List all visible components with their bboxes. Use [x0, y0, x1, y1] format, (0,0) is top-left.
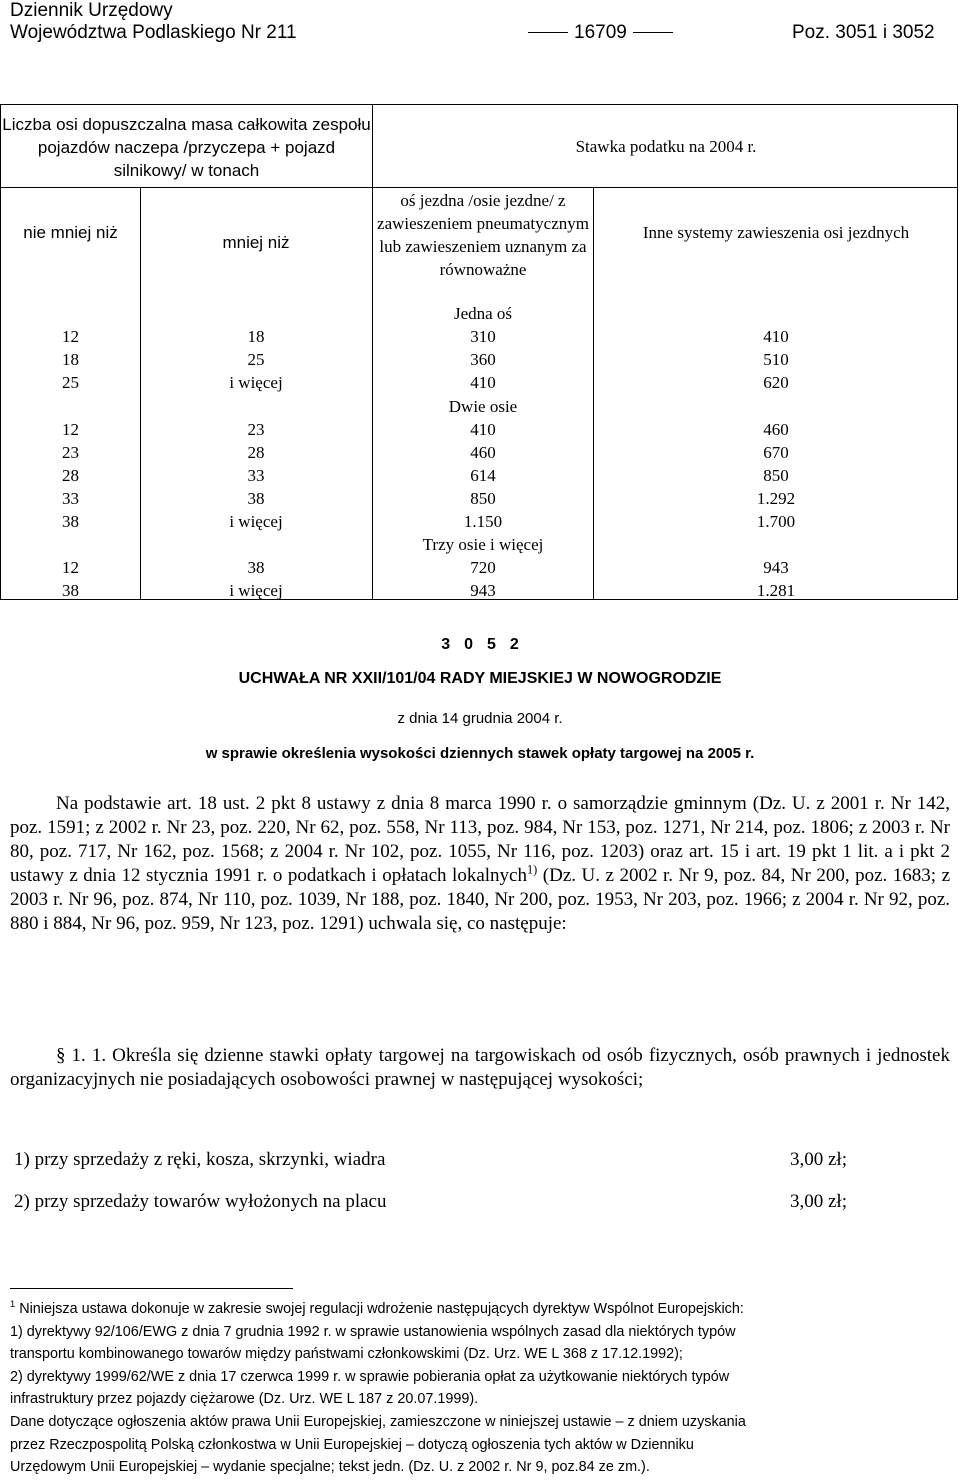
table-cell: 38: [62, 581, 79, 600]
col-max-section-1: [140, 418, 372, 533]
resolution-number: 3052: [441, 636, 533, 653]
table-cell: 460: [470, 443, 496, 462]
col-max-section-2: [140, 556, 372, 602]
table-cell: 38: [247, 489, 265, 508]
footnote-line: 2) dyrektywy 1999/62/WE z dnia 17 czerwca 1999 r. w sprawie pobierania opłat za użytkowanie niektórych typów: [10, 1368, 730, 1385]
footnote-line: przez Rzeczpospolitą Polską członkostwa w Unii Europejskiej – dotyczą ogłoszenia tych aktów w Dzienniku: [10, 1436, 694, 1453]
table-header-group: Liczba osi dopuszczalna masa całkowita zespołu pojazdów naczepa /przyczepa + pojazd silnikowy/ w tonach: [2, 115, 371, 180]
table-cell: 670: [763, 443, 789, 462]
column-header-other-suspension: Inne systemy zawieszenia osi jezdnych: [642, 223, 910, 242]
column-header-min: nie mniej niż: [23, 223, 118, 242]
table-cell: 18: [247, 327, 265, 346]
table-cell: i więcej: [229, 512, 283, 531]
col-other-section-0: [594, 325, 958, 394]
resolution-date: z dnia 14 grudnia 2004 r.: [397, 710, 563, 727]
table-cell: 620: [763, 373, 789, 392]
fee-item-amount: 3,00 zł;: [790, 1191, 847, 1212]
footnote: [10, 1298, 950, 1479]
table-cell: 25: [62, 373, 79, 392]
col-other-section-2: [594, 556, 958, 602]
table-cell: 28: [247, 443, 265, 462]
column-header-air-suspension: oś jezdna /osie jezdne/ z zawieszeniem pneumatycznym lub zawieszeniem uznanym za równoważne: [377, 191, 589, 279]
table-cell: 360: [470, 350, 496, 369]
legal-basis-paragraph: [10, 792, 950, 936]
footnote-line: 1) dyrektywy 92/106/EWG z dnia 7 grudnia 1992 r. w sprawie ustanowienia wspólnych zasad dla niektórych typów: [10, 1323, 736, 1340]
footnote-mark: 1: [10, 1299, 16, 1310]
col-air-section-1: [373, 418, 593, 533]
table-cell: 1.281: [756, 581, 796, 600]
table-cell: 720: [470, 558, 496, 577]
table-cell: 23: [62, 443, 79, 462]
footnote-line: $^1$ Niniejsza ustawa dokonuje w zakresie swojej regulacji wdrożenie następujących dyrektyw Wspólnot Europejskich:: [10, 1299, 744, 1317]
table-cell: 850: [763, 466, 789, 485]
page-number-value: 16709: [574, 22, 627, 43]
table-cell: 12: [62, 558, 79, 577]
section-1-paragraph: [10, 1044, 950, 1092]
table-cell: 33: [62, 489, 79, 508]
journal-title: Dziennik Urzędowy: [10, 0, 173, 21]
page-number: [522, 22, 679, 44]
tax-rate-table: [0, 104, 958, 600]
col-other-section-1: [594, 418, 958, 533]
fee-item-label: 2) przy sprzedaży towarów wyłożonych na placu: [14, 1191, 387, 1212]
table-cell: 38: [247, 558, 265, 577]
footnote-line: transportu kombinowanego towarów między państwami członkowskimi (Dz. Urz. WE L 368 z 17.12.1992);: [10, 1346, 683, 1363]
resolution-subject: w sprawie określenia wysokości dziennych stawek opłaty targowej na 2005 r.: [205, 745, 755, 762]
col-min-section-1: [1, 418, 140, 533]
table-cell: 410: [470, 373, 496, 392]
table-cell: 1.150: [463, 512, 503, 531]
footnote-reference: 1): [527, 862, 538, 877]
table-cell: 1.292: [756, 489, 796, 508]
col-air-section-0: [373, 325, 593, 394]
legal-basis-text-cont: (Dz. U. z 2002 r. Nr 9, poz. 84, Nr 200, poz. 1683; z 2003 r. Nr 96, poz. 874, Nr 110, poz. 1039, Nr 188, poz. 1840, Nr 200, poz. 1953, Nr 203, poz. 1966; z 2004 r. Nr 92, poz. 880 i 884, Nr 96, poz. 959, Nr 123, poz. 1291) uchwala się, co następuje:: [10, 865, 951, 934]
column-header-max: mniej niż: [222, 233, 290, 252]
table-cell: 12: [62, 420, 79, 439]
section-1-text: § 1. 1. Określa się dzienne stawki opłaty targowej na targowiskach od osób fizycznych, osób prawnych i jednostek organizacyjnych nie posiadających osobowości prawnej w następującej wysokości;: [10, 1045, 950, 1090]
table-cell: 460: [763, 420, 789, 439]
table-cell: 850: [470, 489, 496, 508]
table-cell: 28: [62, 466, 79, 485]
table-cell: 943: [470, 581, 496, 600]
table-cell: 12: [62, 327, 79, 346]
table-cell: i więcej: [229, 581, 283, 600]
col-air-section-2: [373, 556, 593, 602]
table-cell: 23: [247, 420, 265, 439]
section-title-two-axles: Dwie osie: [448, 397, 518, 416]
table-cell: 614: [470, 466, 496, 485]
legal-basis-text: Na podstawie art. 18 ust. 2 pkt 8 ustawy z dnia 8 marca 1990 r. o samorządzie gminnym (Dz. U. z 2001 r. Nr 142, poz. 1591; z 2002 r. Nr 23, poz. 220, Nr 62, poz. 558, Nr 113, poz. 984, Nr 153, poz. 1271, Nr 214, poz. 1806; z 2003 r. Nr 80, poz. 717, Nr 162, poz. 1568; z 2004 r. Nr 102, poz. 1055, Nr 116, poz. 1203) oraz art. 15 i art. 19 pkt 1 lit. a i pkt 2 ustawy z dnia 12 stycznia 1991 r. o podatkach i opłatach lokalnych: [10, 793, 950, 886]
footnote-divider: [10, 1288, 293, 1289]
table-cell: 38: [62, 512, 79, 531]
col-min-section-2: [1, 556, 140, 602]
footnote-line: infrastruktury przez pojazdy ciężarowe (Dz. Urz. WE L 187 z 20.07.1999).: [10, 1391, 479, 1408]
col-min-section-0: [1, 325, 140, 394]
col-max-section-0: [140, 325, 372, 394]
fee-item-label: 1) przy sprzedaży z ręki, kosza, skrzynki, wiadra: [14, 1149, 386, 1170]
table-cell: 18: [62, 350, 79, 369]
table-cell: 1.700: [756, 512, 796, 531]
rate-header: Stawka podatku na 2004 r.: [575, 137, 757, 156]
section-title-one-axle: Jedna oś: [453, 304, 513, 323]
table-cell: 410: [763, 327, 789, 346]
table-cell: 943: [763, 558, 789, 577]
fee-item-amount: 3,00 zł;: [790, 1149, 847, 1170]
section-title-three-axles: Trzy osie i więcej: [422, 535, 544, 554]
footnote-line: Urzędowym Unii Europejskiej – wydanie specjalne; tekst jedn. (Dz. U. z 2002 r. Nr 9, poz.84 ze zm.).: [10, 1459, 650, 1476]
table-cell: 410: [470, 420, 496, 439]
position-reference: Poz. 3051 i 3052: [792, 22, 935, 43]
footnote-line: Dane dotyczące ogłoszenia aktów prawa Unii Europejskiej, zamieszczone w niniejszej ustawie – z dniem uzyskania: [10, 1413, 746, 1430]
resolution-title: UCHWAŁA NR XXII/101/04 RADY MIEJSKIEJ W NOWOGRODZIE: [238, 670, 722, 687]
table-cell: 25: [247, 350, 265, 369]
table-cell: 310: [470, 327, 496, 346]
journal-subtitle: Województwa Podlaskiego Nr 211: [10, 22, 297, 43]
table-cell: i więcej: [229, 373, 283, 392]
table-cell: 33: [247, 466, 265, 485]
table-cell: 510: [763, 350, 789, 369]
